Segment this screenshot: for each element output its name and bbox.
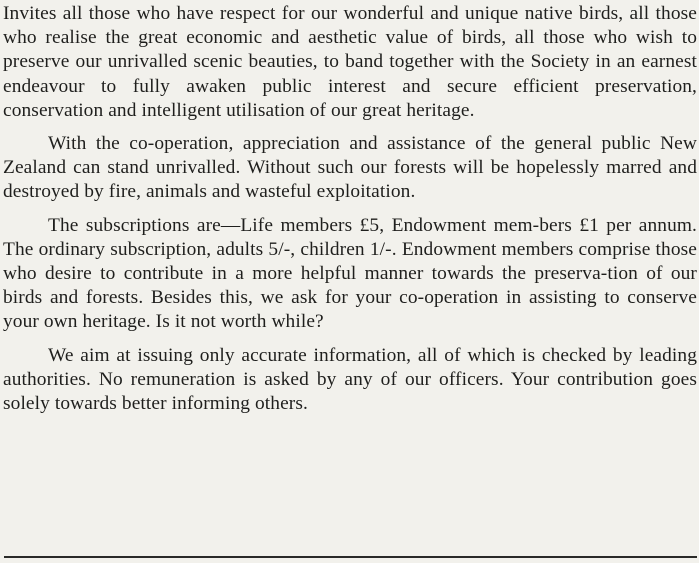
bottom-divider — [4, 556, 697, 558]
paragraph-accuracy: We aim at issuing only accurate information, all of which is checked by leading authorities. No remuneration is asked by any of our officers. Your contribution goes solely towards better informing others. — [3, 344, 697, 415]
paragraph-subscriptions: The subscriptions are—Life members £5, Endowment mem-bers £1 per annum. The ordinary subscription, adults 5/-, children 1/-. Endowment members comprise those who desire to contribute in a more helpful manner towards the preserva-tion of our birds and forests. Besides this, we ask for your co-operation in assisting to conserve your own heritage. Is it not worth while? — [3, 214, 697, 333]
paragraph-cooperation: With the co-operation, appreciation and assistance of the general public New Zealand can stand unrivalled. Without such our forests will be hopelessly marred and destroyed by fire, animals and wasteful exploitation. — [3, 133, 697, 203]
paragraph-invitation: Invites all those who have respect for our wonderful and unique native birds, all those who realise the great economic and aesthetic value of birds, all those who wish to preserve our unrivalled scenic beauties, to band together with the Society in an earnest endeavour to fully awaken public interest and secure efficient preservation, conservation and intelligent utilisation of our great heritage. — [3, 3, 697, 121]
